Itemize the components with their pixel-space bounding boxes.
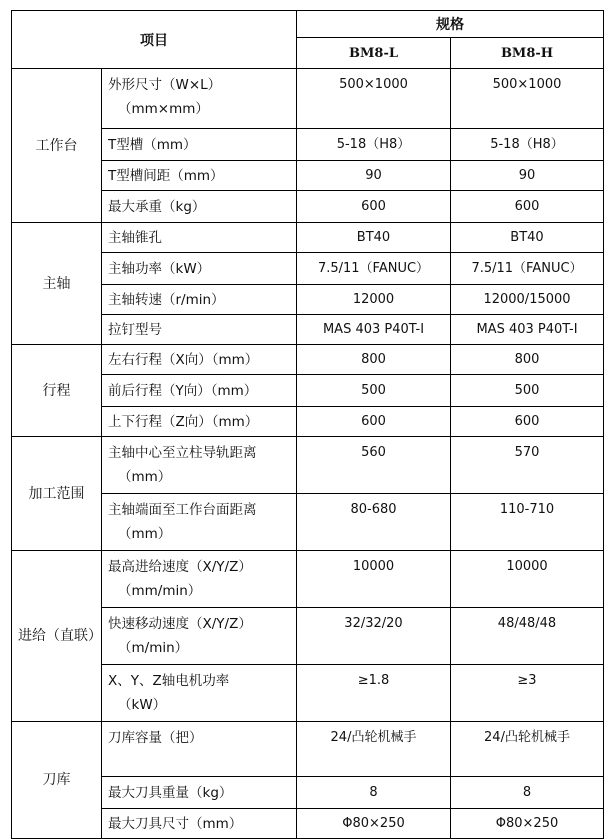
item-label: 上下行程（Z向）（mm） <box>108 413 259 430</box>
value-l: 12000 <box>297 285 451 315</box>
spec-table <box>11 10 604 839</box>
table-row <box>12 722 604 777</box>
item-label: 最高进给速度（X/Y/Z） <box>108 559 252 575</box>
value-l: 5-18（H8） <box>297 129 451 161</box>
value-h: 90 <box>451 161 604 191</box>
value-l: 800 <box>297 345 451 375</box>
item-label: 左右行程（X向）（mm） <box>108 351 259 368</box>
value-l: 8 <box>297 777 451 809</box>
group-label-worktable: 工作台 <box>12 69 102 223</box>
item-label: 外形尺寸（W×L） <box>108 77 222 93</box>
table-row <box>12 345 604 375</box>
value-h: 7.5/11（FANUC） <box>451 253 604 285</box>
value-h: 12000/15000 <box>451 285 604 315</box>
item-cell <box>102 494 297 551</box>
value-l: 600 <box>297 191 451 223</box>
value-h: 500 <box>451 375 604 407</box>
spec-body <box>12 69 604 839</box>
item-label: 最大刀具尺寸（mm） <box>108 815 243 832</box>
value-h: 600 <box>451 407 604 437</box>
value-h: 24/凸轮机械手 <box>451 722 604 777</box>
value-l: 80-680 <box>297 494 451 551</box>
item-cell <box>102 608 297 665</box>
value-h: 5-18（H8） <box>451 129 604 161</box>
value-h: 600 <box>451 191 604 223</box>
value-l: 7.5/11（FANUC） <box>297 253 451 285</box>
header-model-h: BM8-H <box>451 38 604 69</box>
value-l: 24/凸轮机械手 <box>297 722 451 777</box>
value-l: 600 <box>297 407 451 437</box>
item-label: 最大刀具重量（kg） <box>108 784 233 801</box>
item-cell <box>102 407 297 437</box>
item-label: 刀库容量（把） <box>108 730 203 746</box>
item-label: 主轴端面至工作台面距离 <box>108 502 257 518</box>
item-cell <box>102 129 297 161</box>
value-l: 560 <box>297 437 451 494</box>
item-unit: （m/min） <box>118 640 189 656</box>
item-label: 主轴功率（kW） <box>108 260 211 277</box>
item-unit: （kW） <box>118 697 167 713</box>
value-h: 10000 <box>451 551 604 608</box>
value-l: BT40 <box>297 223 451 253</box>
value-l: 500 <box>297 375 451 407</box>
item-label: 最大承重（kg） <box>108 198 206 215</box>
item-label: X、Y、Z轴电机功率 <box>108 673 230 689</box>
value-h: 110-710 <box>451 494 604 551</box>
group-label-magazine: 刀库 <box>12 722 102 839</box>
item-unit: （mm×mm） <box>118 101 209 117</box>
item-label: 主轴中心至立柱导轨距离 <box>108 445 257 461</box>
value-h: MAS 403 P40T-Ⅰ <box>451 315 604 345</box>
item-unit: （mm/min） <box>118 583 202 599</box>
value-l: ≥1.8 <box>297 665 451 722</box>
value-l: 32/32/20 <box>297 608 451 665</box>
group-label-range: 加工范围 <box>12 437 102 551</box>
value-h: 48/48/48 <box>451 608 604 665</box>
value-h: BT40 <box>451 223 604 253</box>
table-row <box>12 551 604 608</box>
item-cell <box>102 375 297 407</box>
value-h: 8 <box>451 777 604 809</box>
item-cell <box>102 191 297 223</box>
item-cell <box>102 665 297 722</box>
header-spec: 规格 <box>297 11 604 38</box>
item-cell <box>102 437 297 494</box>
group-label-spindle: 主轴 <box>12 223 102 345</box>
header-model-l: BM8-L <box>297 38 451 69</box>
item-cell <box>102 722 297 777</box>
item-cell <box>102 285 297 315</box>
item-cell <box>102 345 297 375</box>
item-label: 拉钉型号 <box>108 321 162 338</box>
value-h: ≥3 <box>451 665 604 722</box>
value-h: Φ80×250 <box>451 809 604 839</box>
table-row <box>12 223 604 253</box>
table-row <box>12 69 604 129</box>
value-h: 570 <box>451 437 604 494</box>
value-l: MAS 403 P40T-Ⅰ <box>297 315 451 345</box>
item-cell <box>102 551 297 608</box>
item-label: 主轴转速（r/min） <box>108 291 225 308</box>
table-row <box>12 437 604 494</box>
group-label-travel: 行程 <box>12 345 102 437</box>
item-label: 主轴锥孔 <box>108 229 162 246</box>
value-h: 800 <box>451 345 604 375</box>
item-label: T型槽间距（mm） <box>108 167 224 184</box>
item-cell <box>102 223 297 253</box>
value-l: 500×1000 <box>297 69 451 129</box>
value-h: 500×1000 <box>451 69 604 129</box>
item-label: 快速移动速度（X/Y/Z） <box>108 616 252 632</box>
item-unit: （mm） <box>118 526 172 542</box>
item-cell <box>102 315 297 345</box>
item-cell <box>102 777 297 809</box>
item-cell <box>102 161 297 191</box>
item-unit: （mm） <box>118 469 172 485</box>
value-l: 90 <box>297 161 451 191</box>
item-cell <box>102 69 297 129</box>
item-cell <box>102 809 297 839</box>
item-cell <box>102 253 297 285</box>
item-label: 前后行程（Y向）（mm） <box>108 382 258 399</box>
header-item: 项目 <box>12 11 297 69</box>
group-label-feed: 进给（直联） <box>12 551 102 722</box>
value-l: Φ80×250 <box>297 809 451 839</box>
value-l: 10000 <box>297 551 451 608</box>
item-label: T型槽（mm） <box>108 136 197 153</box>
